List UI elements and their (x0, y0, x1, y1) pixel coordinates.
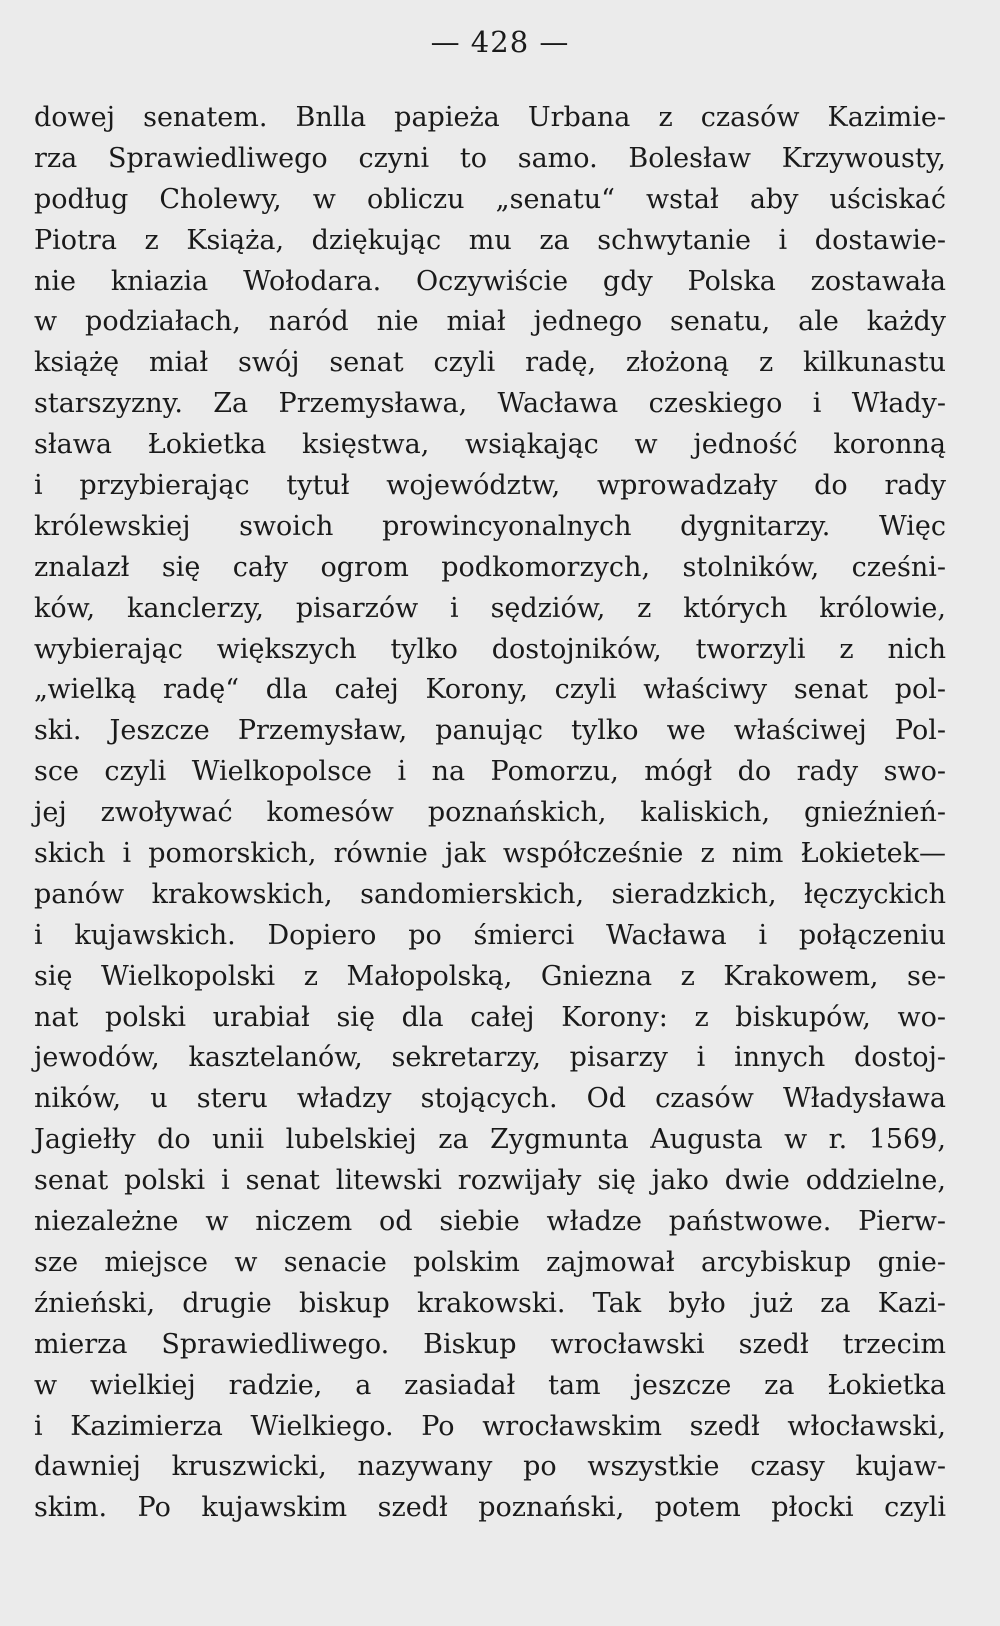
text-line: ników, u steru władzy stojących. Od czasów Władysława (34, 1083, 946, 1115)
text-line: sława Łokietka księstwa, wsiąkając w jedność koronną (34, 429, 946, 461)
text-line: jej zwoływać komesów poznańskich, kaliskich, gnieźnień- (34, 797, 946, 829)
text-line: Piotra z Książa, dziękując mu za schwytanie i dostawie- (34, 224, 946, 256)
body-text (34, 98, 946, 1529)
text-line: dawniej kruszwicki, nazywany po wszystkie czasy kujaw- (34, 1451, 946, 1483)
text-line: mierza Sprawiedliwego. Biskup wrocławski szedł trzecim (34, 1328, 946, 1360)
text-line: książę miał swój senat czyli radę, złożoną z kilkunastu (34, 347, 946, 379)
text-line: podług Cholewy, w obliczu „senatu“ wstał aby uściskać (34, 183, 946, 215)
text-line: „wielką radę“ dla całej Korony, czyli właściwy senat pol- (34, 674, 946, 706)
text-line: jewodów, kasztelanów, sekretarzy, pisarzy i innych dostoj- (34, 1042, 946, 1074)
text-line: starszyzny. Za Przemysława, Wacława czeskiego i Włady- (34, 388, 946, 420)
text-line: ków, kanclerzy, pisarzów i sędziów, z których królowie, (34, 592, 946, 624)
text-line: nat polski urabiał się dla całej Korony: z biskupów, wo- (34, 1001, 946, 1033)
text-line: nie kniazia Wołodara. Oczywiście gdy Polska zostawała (34, 265, 946, 297)
text-line: i przybierając tytuł województw, wprowadzały do rady (34, 470, 946, 502)
text-line: ski. Jeszcze Przemysław, panując tylko we właściwej Pol- (34, 715, 946, 747)
text-line: w wielkiej radzie, a zasiadał tam jeszcze za Łokietka (34, 1369, 946, 1401)
text-line: skim. Po kujawskim szedł poznański, potem płocki czyli (34, 1492, 946, 1524)
text-line: się Wielkopolski z Małopolską, Gniezna z Krakowem, se- (34, 960, 946, 992)
text-line: źnieński, drugie biskup krakowski. Tak było już za Kazi- (34, 1287, 946, 1319)
text-line: i kujawskich. Dopiero po śmierci Wacława i połączeniu (34, 919, 946, 951)
text-line: rza Sprawiedliwego czyni to samo. Bolesław Krzywousty, (34, 142, 946, 174)
text-line: senat polski i senat litewski rozwijały się jako dwie oddzielne, (34, 1165, 946, 1197)
text-line: w podziałach, naród nie miał jednego senatu, ale każdy (34, 306, 946, 338)
text-line: znalazł się cały ogrom podkomorzych, stolników, cześni- (34, 551, 946, 583)
text-line: i Kazimierza Wielkiego. Po wrocławskim szedł włocławski, (34, 1410, 946, 1442)
text-line: sze miejsce w senacie polskim zajmował arcybiskup gnie- (34, 1246, 946, 1278)
text-line: Jagiełły do unii lubelskiej za Zygmunta Augusta w r. 1569, (34, 1124, 946, 1156)
text-line: królewskiej swoich prowincyonalnych dygnitarzy. Więc (34, 510, 946, 542)
text-line: panów krakowskich, sandomierskich, sieradzkich, łęczyckich (34, 878, 946, 910)
text-line: wybierając większych tylko dostojników, tworzyli z nich (34, 633, 946, 665)
text-line: sce czyli Wielkopolsce i na Pomorzu, mógł do rady swo- (34, 756, 946, 788)
text-line: dowej senatem. Bnlla papieża Urbana z czasów Kazimie- (34, 102, 946, 133)
text-line: niezależne w niczem od siebie władze państwowe. Pierw- (34, 1206, 946, 1238)
page-number: — 428 — (430, 25, 570, 59)
text-line: skich i pomorskich, równie jak współcześnie z nim Łokietek— (34, 838, 946, 870)
